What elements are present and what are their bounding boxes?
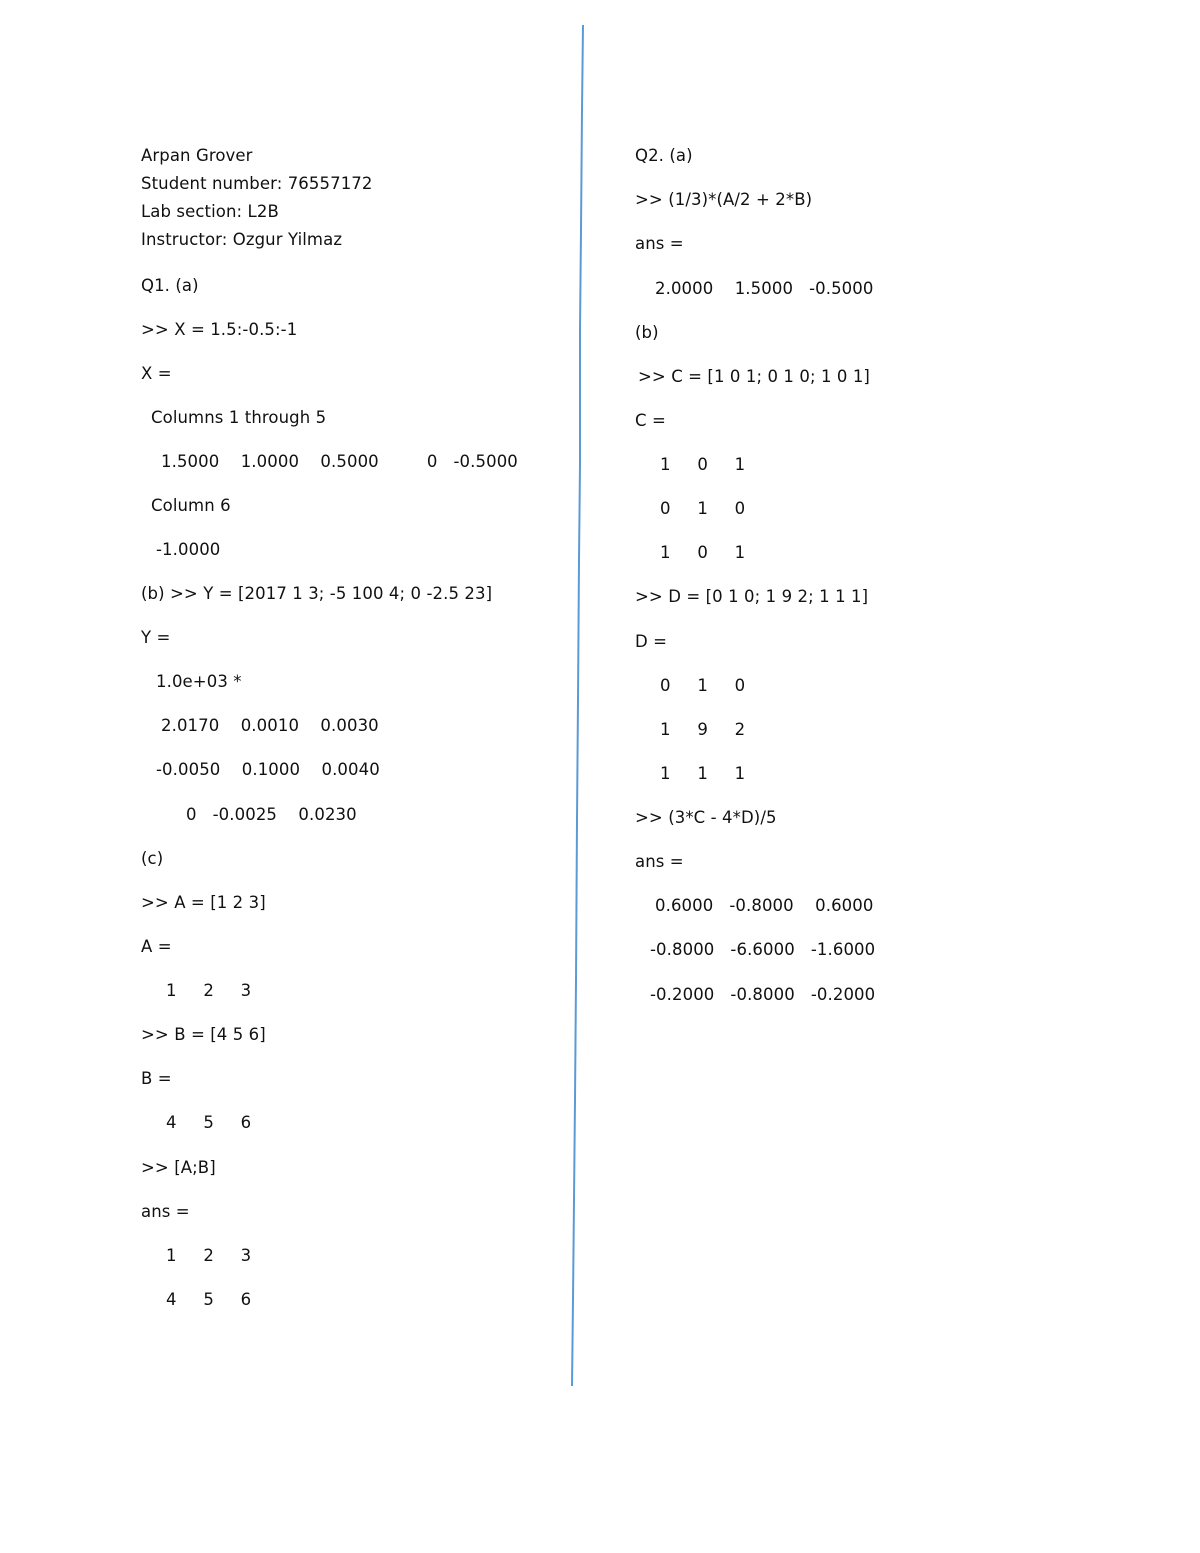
output-line: 0 1 0	[660, 499, 746, 518]
output-line: C =	[635, 411, 666, 430]
output-line: A =	[141, 937, 172, 956]
output-line: -0.8000 -6.6000 -1.6000	[650, 940, 876, 959]
q2a-heading: Q2. (a)	[635, 146, 693, 165]
q1c-heading: (c)	[141, 849, 164, 868]
code-line: >> D = [0 1 0; 1 9 2; 1 1 1]	[635, 587, 869, 606]
instructor: Instructor: Ozgur Yilmaz	[141, 230, 343, 249]
output-line: 1 0 1	[660, 543, 746, 562]
output-line: -0.0050 0.1000 0.0040	[156, 760, 380, 779]
output-line: 1 1 1	[660, 764, 746, 783]
code-line: >> B = [4 5 6]	[141, 1025, 266, 1044]
output-line: 0 -0.0025 0.0230	[186, 805, 357, 824]
code-line: >> C = [1 0 1; 0 1 0; 1 0 1]	[638, 367, 870, 386]
output-line: ans =	[141, 1202, 190, 1221]
output-line: Y =	[141, 628, 171, 647]
lab-section: Lab section: L2B	[141, 202, 279, 221]
output-line: 2.0000 1.5000 -0.5000	[655, 279, 874, 298]
output-line: ans =	[635, 852, 684, 871]
code-line: >> X = 1.5:-0.5:-1	[141, 320, 298, 339]
output-line: 1 9 2	[660, 720, 746, 739]
output-line: B =	[141, 1069, 172, 1088]
output-line: 1.0e+03 *	[156, 672, 242, 691]
output-line: 0.6000 -0.8000 0.6000	[655, 896, 874, 915]
output-line: 1 2 3	[166, 981, 252, 1000]
code-line: >> [A;B]	[141, 1158, 216, 1177]
output-line: -1.0000	[156, 540, 221, 559]
output-line: Columns 1 through 5	[151, 408, 327, 427]
output-line: -0.2000 -0.8000 -0.2000	[650, 985, 876, 1004]
output-line: 4 5 6	[166, 1290, 252, 1309]
output-line: 0 1 0	[660, 676, 746, 695]
output-line: X =	[141, 364, 172, 383]
output-line: 1 2 3	[166, 1246, 252, 1265]
output-line: ans =	[635, 234, 684, 253]
q2b-heading: (b)	[635, 323, 659, 342]
q1a-heading: Q1. (a)	[141, 276, 199, 295]
output-line: D =	[635, 632, 668, 651]
code-line: >> (1/3)*(A/2 + 2*B)	[635, 190, 813, 209]
student-number: Student number: 76557172	[141, 174, 373, 193]
code-line: >> A = [1 2 3]	[141, 893, 266, 912]
output-line: 2.0170 0.0010 0.0030	[161, 716, 379, 735]
output-line: 4 5 6	[166, 1113, 252, 1132]
output-line: 1 0 1	[660, 455, 746, 474]
q1b-code-line: (b) >> Y = [2017 1 3; -5 100 4; 0 -2.5 23]	[141, 584, 493, 603]
output-line: 1.5000 1.0000 0.5000 0 -0.5000	[161, 452, 518, 471]
divider-stroke	[572, 25, 583, 1386]
code-line: >> (3*C - 4*D)/5	[635, 808, 777, 827]
author-name: Arpan Grover	[141, 146, 253, 165]
output-line: Column 6	[151, 496, 231, 515]
